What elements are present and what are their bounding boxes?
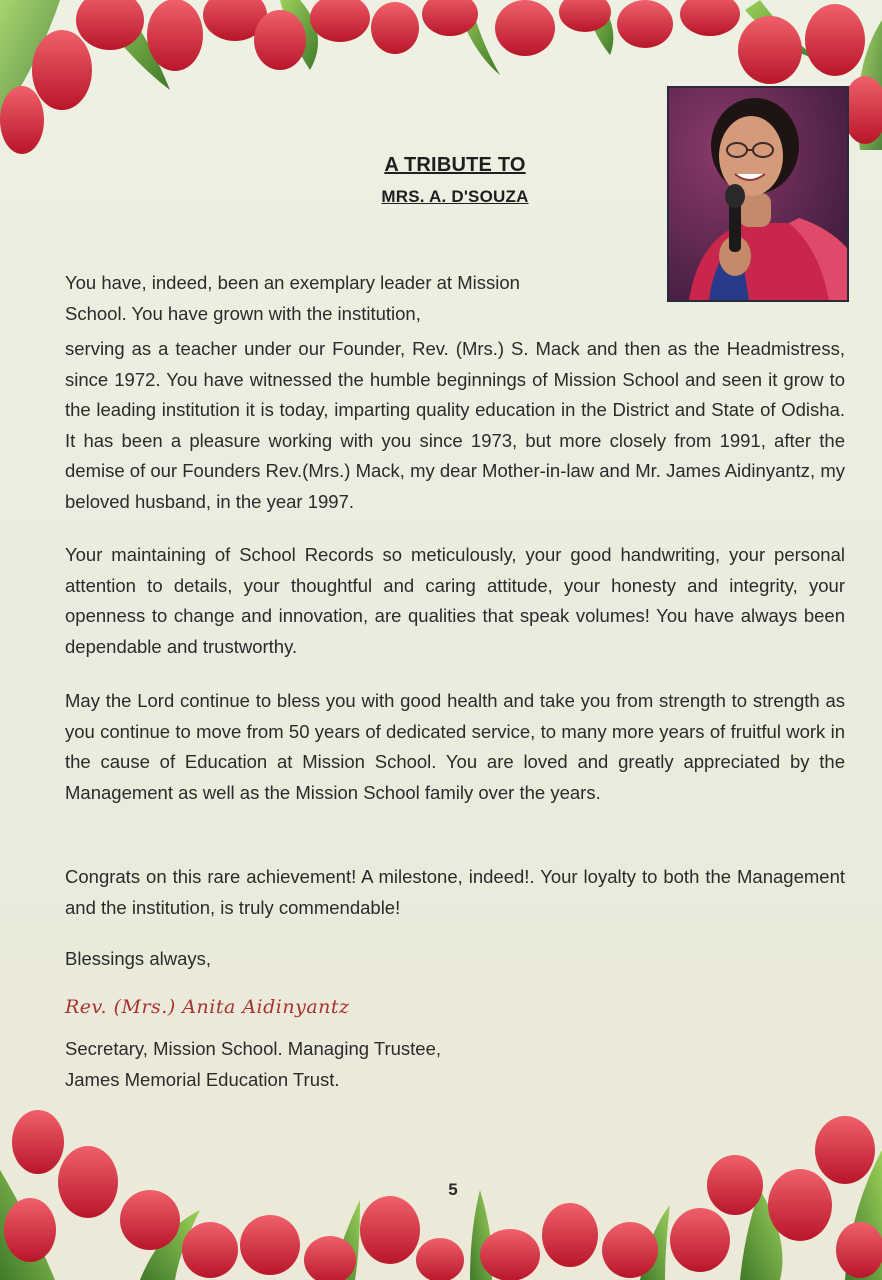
paragraph-4: Congrats on this rare achievement! A milestone, indeed!. Your loyalty to both the Management and the institution, is truly commendable! — [65, 866, 845, 918]
page-number: 5 — [448, 1180, 458, 1199]
paragraph-intro: You have, indeed, been an exemplary leader at Mission School. You have grown with the institution, — [65, 272, 520, 324]
paragraph-2: Your maintaining of School Records so meticulously, your good handwriting, your personal attention to details, your thoughtful and caring attitude, your honesty and integrity, your openness to change and innovation, are qualities that speak volumes! You have always been dependable and trustworthy. — [65, 544, 845, 657]
signature: Rev. (Mrs.) Anita Aidinyantz — [65, 996, 350, 1018]
paragraph-1-continued: serving as a teacher under our Founder, Rev. (Mrs.) S. Mack and then as the Headmistress, since 1972. You have witnessed the humble beginnings of Mission School and seen it grow to the leading institution it is today, imparting quality education in the District and State of Odisha. It has been a pleasure working with you since 1973, but more closely from 1991, after the demise of our Founders Rev.(Mrs.) Mack, my dear Mother-in-law and Mr. James Aidinyantz, my beloved husband, in the year 1997. — [65, 338, 845, 512]
closing-line: Blessings always, — [65, 948, 212, 969]
signatory-title — [65, 1033, 441, 1095]
title-line-1: A TRIBUTE TO — [384, 154, 526, 176]
paragraph-3: May the Lord continue to bless you with good health and take you from strength to strength as you continue to move from 50 years of dedicated service, to many more years of fruitful work in the cause of Education at Mission School. You are loved and greatly appreciated by the Management as well as the Mission School family over the years. — [65, 690, 845, 803]
portrait-photo — [667, 86, 849, 302]
portrait-woman-with-microphone-icon — [669, 88, 847, 300]
signatory-title-line-1: Secretary, Mission School. Managing Trustee, — [65, 1038, 441, 1059]
tribute-title — [330, 148, 580, 212]
title-line-2: MRS. A. D'SOUZA — [381, 187, 529, 206]
signatory-title-line-2: James Memorial Education Trust. — [65, 1069, 340, 1090]
